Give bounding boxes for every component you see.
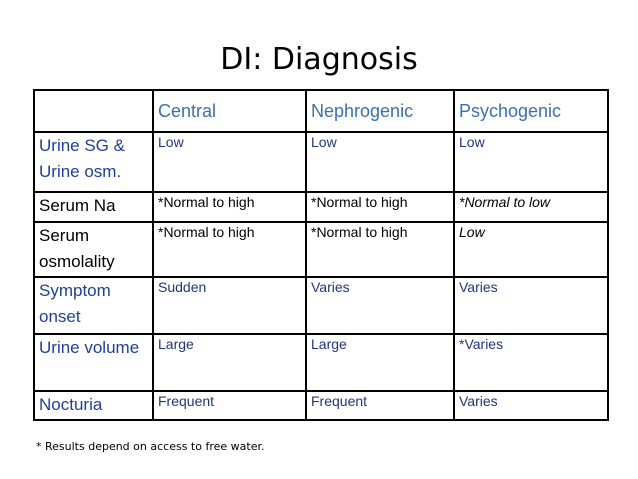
cell-central: Large	[153, 334, 306, 391]
table-row	[34, 334, 608, 391]
cell-psychogenic: *Normal to low	[454, 192, 608, 222]
cell-central: *Normal to high	[153, 222, 306, 277]
row-label-serum-osmolality: Serum osmolality	[34, 222, 153, 277]
table-row	[34, 391, 608, 420]
slide-title: DI: Diagnosis	[220, 42, 418, 77]
header-psychogenic: Psychogenic	[454, 90, 608, 132]
cell-psychogenic: *Varies	[454, 334, 608, 391]
cell-central: *Normal to high	[153, 192, 306, 222]
table-row	[34, 277, 608, 334]
cell-nephrogenic: Low	[306, 132, 454, 192]
header-nephrogenic: Nephrogenic	[306, 90, 454, 132]
row-label-symptom-onset: Symptom onset	[34, 277, 153, 334]
row-label-nocturia: Nocturia	[34, 391, 153, 420]
cell-nephrogenic: Large	[306, 334, 454, 391]
cell-central: Low	[153, 132, 306, 192]
header-empty-cell	[34, 90, 153, 132]
cell-nephrogenic: *Normal to high	[306, 192, 454, 222]
header-central: Central	[153, 90, 306, 132]
table-header-row	[34, 90, 608, 132]
cell-psychogenic: Low	[454, 132, 608, 192]
table-row	[34, 192, 608, 222]
row-label-serum-na: Serum Na	[34, 192, 153, 222]
table-row	[34, 132, 608, 192]
cell-psychogenic: Low	[454, 222, 608, 277]
cell-psychogenic: Varies	[454, 277, 608, 334]
cell-nephrogenic: Frequent	[306, 391, 454, 420]
cell-central: Frequent	[153, 391, 306, 420]
cell-psychogenic: Varies	[454, 391, 608, 420]
row-label-urine-sg: Urine SG & Urine osm.	[34, 132, 153, 192]
footnote: * Results depend on access to free water.	[36, 440, 265, 453]
diagnosis-table	[33, 89, 609, 421]
table-row	[34, 222, 608, 277]
cell-nephrogenic: Varies	[306, 277, 454, 334]
row-label-urine-volume: Urine volume	[34, 334, 153, 391]
cell-nephrogenic: *Normal to high	[306, 222, 454, 277]
cell-central: Sudden	[153, 277, 306, 334]
